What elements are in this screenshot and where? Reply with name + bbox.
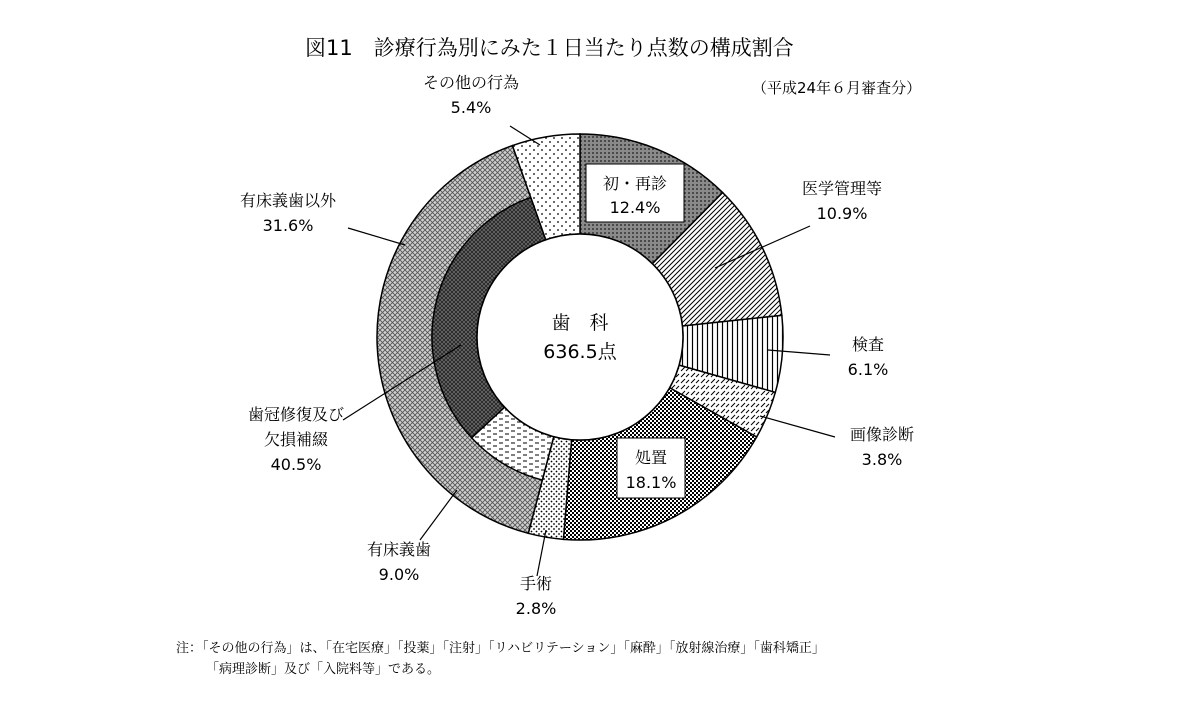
label-shochi-value: 18.1% bbox=[625, 473, 677, 492]
label-igaku-value: 10.9% bbox=[816, 204, 868, 223]
label-shochi-name: 処置 bbox=[634, 448, 668, 467]
label-sonota-value: 5.4% bbox=[450, 98, 492, 117]
center-label: 歯 科 bbox=[551, 312, 609, 334]
leader-line-4 bbox=[420, 490, 457, 540]
label-igaku-name: 医学管理等 bbox=[801, 179, 883, 198]
label-sonota-name: その他の行為 bbox=[422, 73, 520, 92]
label-kensa-value: 6.1% bbox=[847, 360, 889, 379]
center-value: 636.5点 bbox=[543, 341, 617, 363]
label-shikan-value: 40.5% bbox=[270, 455, 322, 474]
label-shikan-name-2: 欠損補綴 bbox=[263, 430, 329, 449]
label-gazo-value: 3.8% bbox=[861, 450, 903, 469]
label-shoshin-name: 初・再診 bbox=[602, 174, 668, 193]
label-shujutsu-name: 手術 bbox=[519, 574, 553, 593]
chart-subtitle: （平成24年６月審査分） bbox=[752, 79, 922, 97]
leader-line-2 bbox=[760, 416, 835, 437]
label-yushou-value: 9.0% bbox=[378, 565, 420, 584]
label-shikan-name-1: 歯冠修復及び bbox=[247, 405, 345, 424]
label-shoshin-value: 12.4% bbox=[609, 198, 661, 217]
footnote-line-1: 注：「その他の行為」は、「在宅医療」「投薬」「注射」「リハビリテーション」「麻酔」「放射線治療」「歯科矯正」 bbox=[176, 641, 825, 656]
label-yushou-igai-name: 有床義歯以外 bbox=[239, 191, 337, 210]
label-shujutsu-value: 2.8% bbox=[515, 599, 557, 618]
center-hole bbox=[477, 234, 683, 440]
label-gazo-name: 画像診断 bbox=[849, 425, 915, 444]
label-kensa-name: 検査 bbox=[851, 335, 885, 354]
label-yushou-igai-value: 31.6% bbox=[262, 216, 314, 235]
leader-line-6 bbox=[348, 228, 405, 245]
footnote-line-2: 「病理診断」及び「入院料等」である。 bbox=[206, 662, 441, 677]
label-yushou-name: 有床義歯 bbox=[366, 540, 432, 559]
chart-title: 図11 診療行為別にみた１日当たり点数の構成割合 bbox=[305, 36, 794, 60]
